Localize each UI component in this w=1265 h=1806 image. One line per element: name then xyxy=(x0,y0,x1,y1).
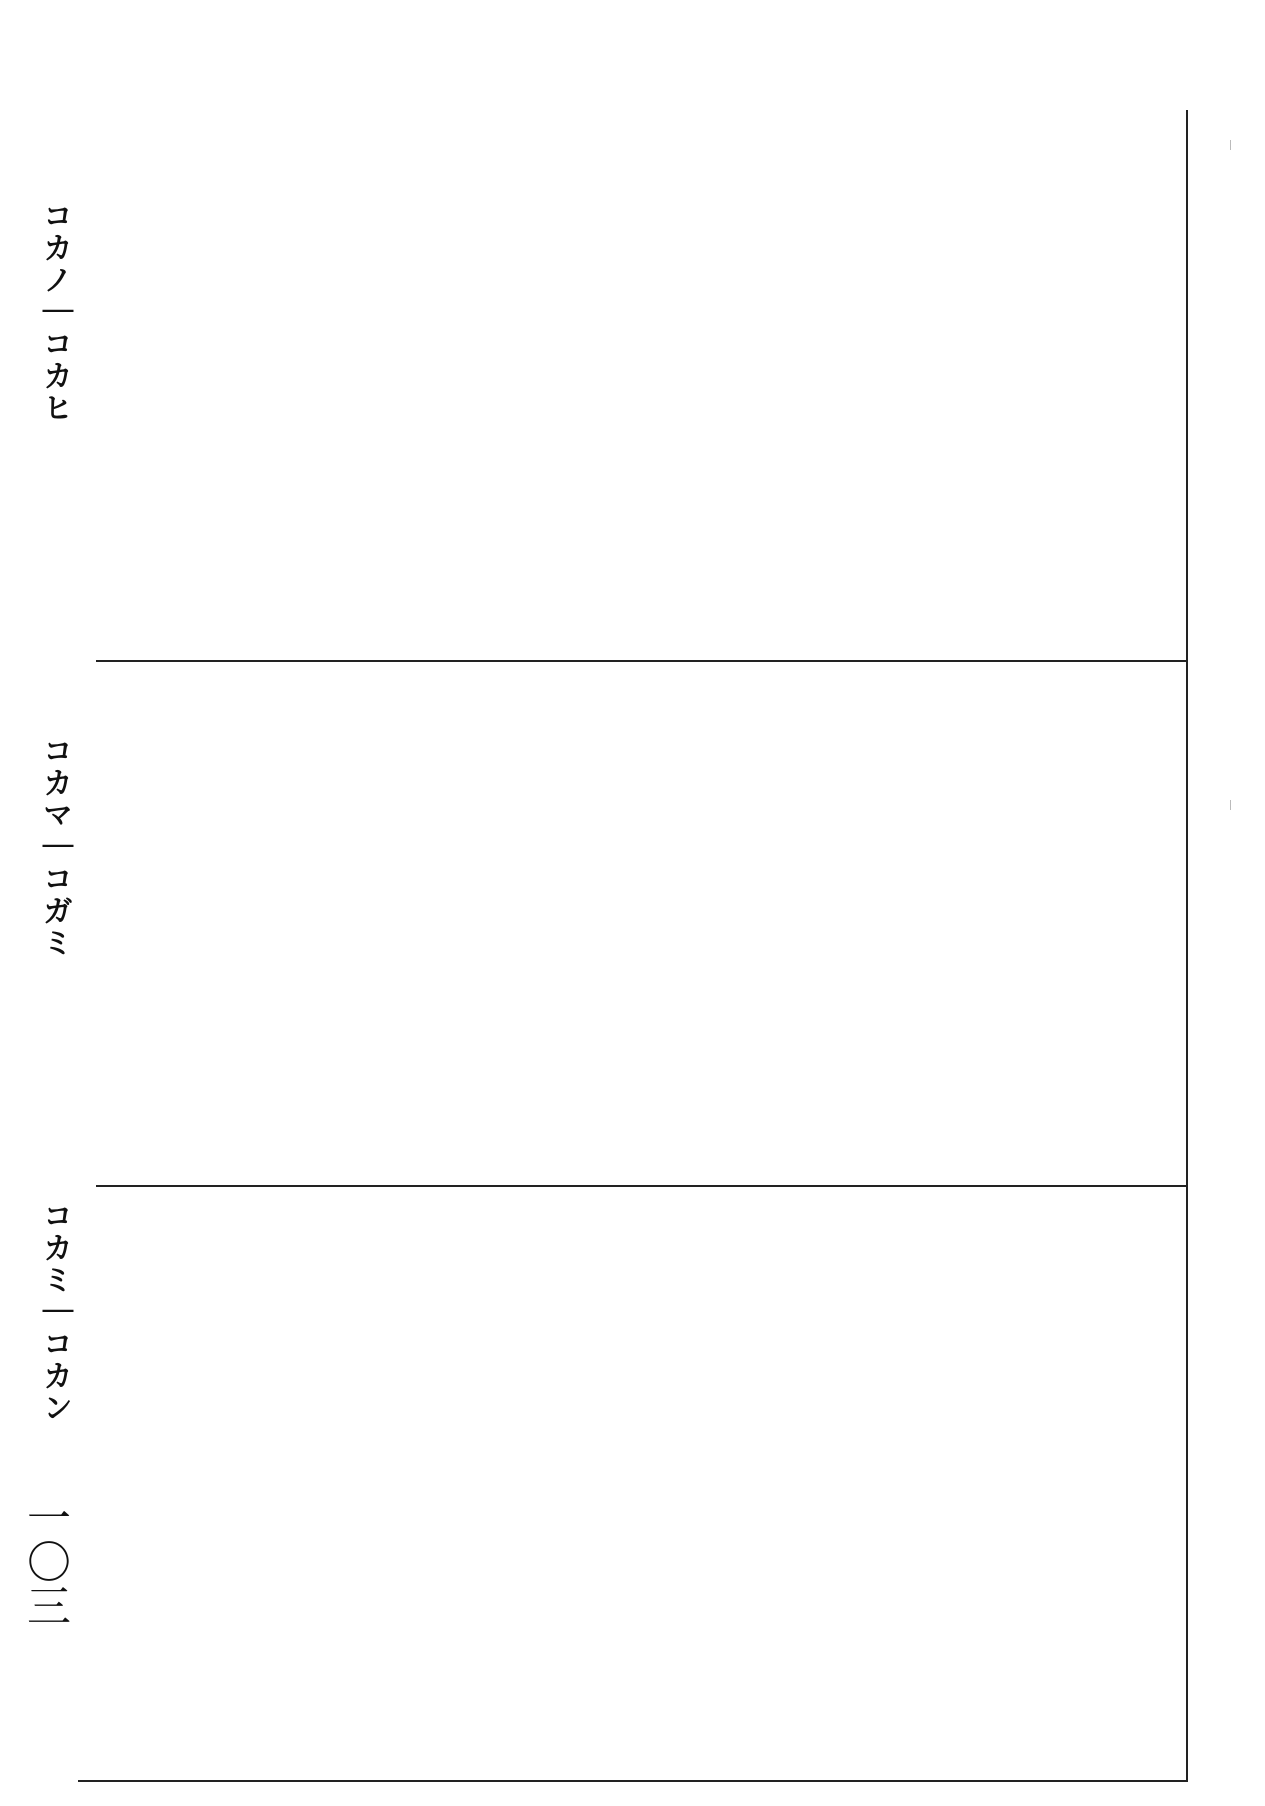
running-head-middle: コカマ｜コガミ xyxy=(37,735,72,959)
running-head-bottom: コカミ｜コカン xyxy=(37,1200,72,1424)
text-band-bottom xyxy=(96,1193,1168,1773)
body-text xyxy=(96,668,1168,1178)
text-band-top xyxy=(96,115,1168,655)
page-number: 一〇三 xyxy=(19,1495,70,1627)
band-divider-2 xyxy=(96,1185,1186,1187)
margin-tick xyxy=(1230,140,1231,150)
running-head-top: コカノ｜コカヒ xyxy=(37,200,72,424)
margin-tick xyxy=(1230,800,1231,810)
body-text xyxy=(96,1193,1168,1773)
text-band-middle xyxy=(96,668,1168,1178)
body-text xyxy=(96,115,1168,655)
band-divider-1 xyxy=(96,660,1186,662)
